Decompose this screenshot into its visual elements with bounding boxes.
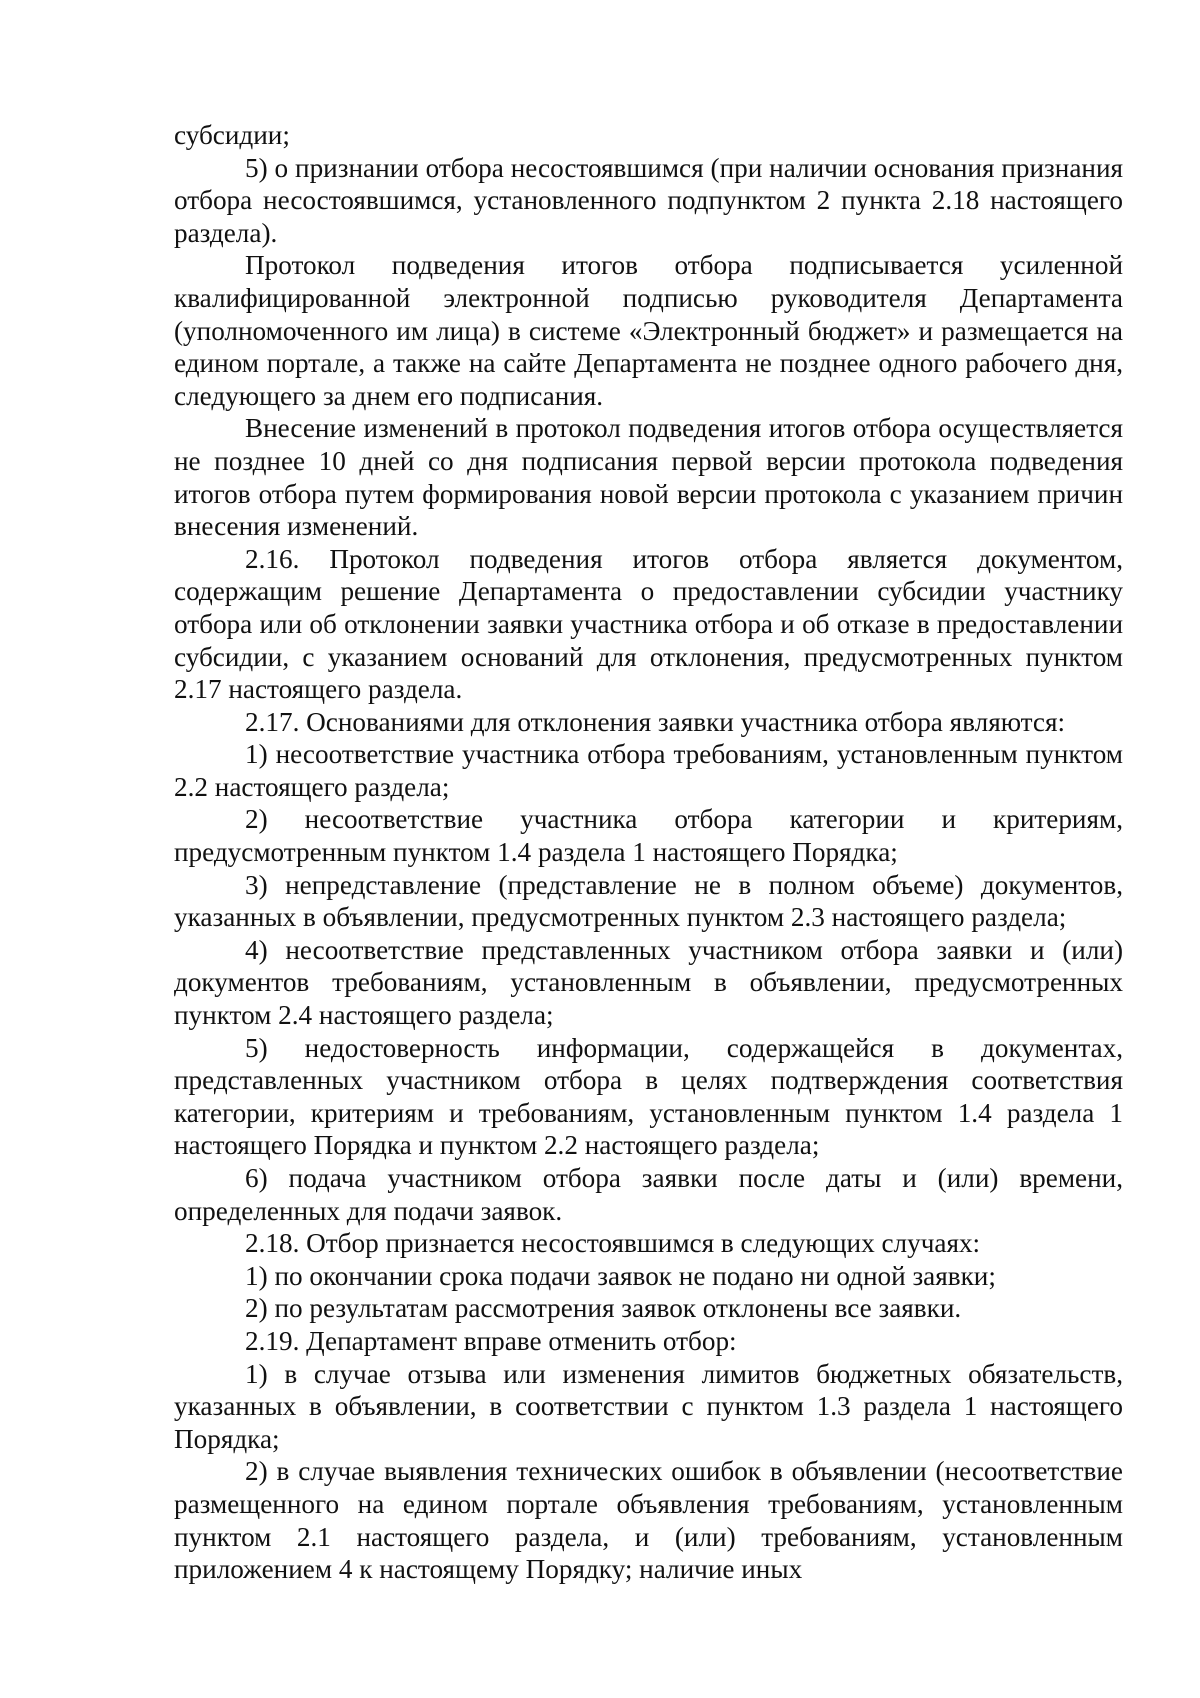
paragraph: 2.17. Основаниями для отклонения заявки участника отбора являются: (245, 706, 1066, 737)
paragraph: 2) в случае выявления технических ошибок в объявлении (несоответствие размещенного на едином портале объявления требованиям, установленным пунктом 2.1 настоящего раздела, и (или) требованиям, установленным приложением 4 к настоящему Порядку; наличие иных (174, 1456, 1123, 1585)
paragraph: 5) недостоверность информации, содержащейся в документах, представленных участником отбора в целях подтверждения соответствия категории, критериям и требованиям, установленным пунктом 1.4 раздела 1 настоящего Порядка и пунктом 2.2 настоящего раздела; (174, 1032, 1123, 1161)
paragraph: Внесение изменений в протокол подведения итогов отбора осуществляется не позднее 10 дней со дня подписания первой версии протокола подведения итогов отбора путем формирования новой версии протокола с указанием причин внесения изменений. (174, 413, 1123, 542)
paragraph: 2.19. Департамент вправе отменить отбор: (245, 1325, 737, 1356)
paragraph: субсидии; (174, 120, 290, 150)
paragraph: 1) по окончании срока подачи заявок не подано ни одной заявки; (245, 1260, 996, 1291)
paragraph: 4) несоответствие представленных участником отбора заявки и (или) документов требованиям, установленным в объявлении, предусмотренных пунктом 2.4 настоящего раздела; (174, 934, 1123, 1031)
paragraph: Протокол подведения итогов отбора подписывается усиленной квалифицированной электронной подписью руководителя Департамента (уполномоченного им лица) в системе «Электронный бюджет» и размещается на едином портале, а также на сайте Департамента не позднее одного рабочего дня, следующего за днем его подписания. (174, 250, 1123, 411)
paragraph: 3) непредставление (представление не в полном объеме) документов, указанных в объявлении, предусмотренных пунктом 2.3 настоящего раздела; (174, 869, 1123, 933)
document-page (174, 119, 1123, 1586)
paragraph: 2) несоответствие участника отбора категории и критериям, предусмотренным пунктом 1.4 раздела 1 настоящего Порядка; (174, 804, 1123, 868)
paragraph: 1) в случае отзыва или изменения лимитов бюджетных обязательств, указанных в объявлении, в соответствии с пунктом 1.3 раздела 1 настоящего Порядка; (174, 1358, 1123, 1454)
paragraph: 1) несоответствие участника отбора требованиям, установленным пунктом 2.2 настоящего раздела; (174, 739, 1123, 802)
paragraph: 2) по результатам рассмотрения заявок отклонены все заявки. (245, 1293, 962, 1324)
paragraph: 2.18. Отбор признается несостоявшимся в следующих случаях: (245, 1228, 981, 1259)
paragraph: 6) подача участником отбора заявки после даты и (или) времени, определенных для подачи заявок. (174, 1163, 1123, 1226)
paragraph: 2.16. Протокол подведения итогов отбора является документом, содержащим решение Департамента о предоставлении субсидии участнику отбора или об отклонении заявки участника отбора и об отказе в предоставлении субсидии, с указанием оснований для отклонения, предусмотренных пунктом 2.17 настоящего раздела. (174, 543, 1123, 705)
paragraph: 5) о признании отбора несостоявшимся (при наличии основания признания отбора несостоявшимся, установленного подпунктом 2 пункта 2.18 настоящего раздела). (174, 152, 1123, 248)
